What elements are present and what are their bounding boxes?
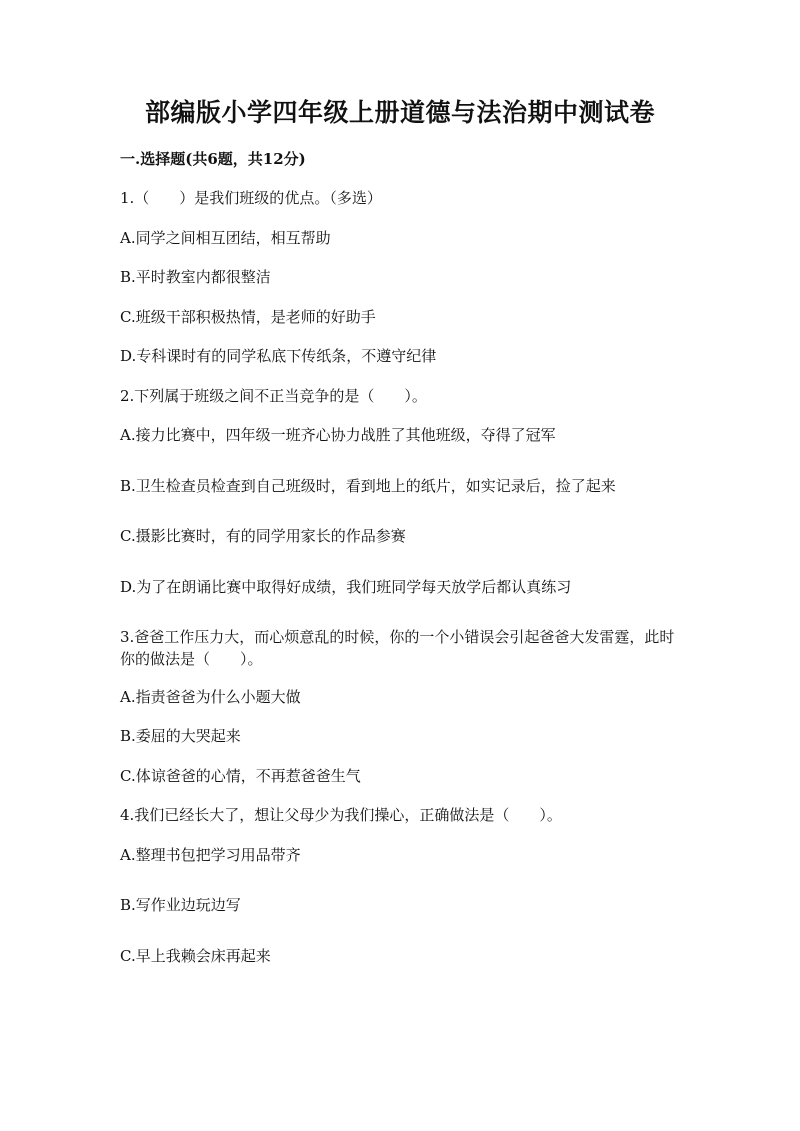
question-1-option-a: A.同学之间相互团结，相互帮助	[120, 229, 331, 247]
question-4-option-b: B.写作业边玩边写	[120, 896, 241, 914]
question-1-stem: 1.（ ）是我们班级的优点。（多选）	[120, 189, 382, 207]
question-3-option-a: A.指责爸爸为什么小题大做	[120, 688, 301, 706]
question-2-option-a: A.接力比赛中，四年级一班齐心协力战胜了其他班级，夺得了冠军	[120, 426, 556, 444]
question-2-option-b: B.卫生检查员检查到自己班级时，看到地上的纸片，如实记录后，捡了起来	[120, 477, 616, 495]
section-heading: 一.选择题(共6题，共12分)	[120, 150, 306, 168]
exam-title: 部编版小学四年级上册道德与法治期中测试卷	[144, 98, 655, 127]
question-2-stem: 2.下列属于班级之间不正当竞争的是（ ）。	[120, 387, 427, 405]
question-2-option-d: D.为了在朗诵比赛中取得好成绩，我们班同学每天放学后都认真练习	[120, 578, 572, 596]
question-3-stem: 3.爸爸工作压力大，而心烦意乱的时候，你的一个小错误会引起爸爸大发雷霆，此时你的做法是（ ）。	[120, 628, 675, 668]
question-4-option-c: C.早上我赖会床再起来	[120, 947, 271, 965]
question-4-stem: 4.我们已经长大了，想让父母少为我们操心，正确做法是（ ）。	[120, 806, 562, 824]
question-4-option-a: A.整理书包把学习用品带齐	[120, 846, 301, 864]
question-1-option-d: D.专科课时有的同学私底下传纸条，不遵守纪律	[120, 347, 437, 365]
question-3-option-b: B.委屈的大哭起来	[120, 727, 241, 745]
question-2-option-c: C.摄影比赛时，有的同学用家长的作品参赛	[120, 527, 406, 545]
question-1-option-c: C.班级干部积极热情，是老师的好助手	[120, 308, 376, 326]
question-3-option-c: C.体谅爸爸的心情，不再惹爸爸生气	[120, 767, 361, 785]
question-1-option-b: B.平时教室内都很整洁	[120, 268, 271, 286]
